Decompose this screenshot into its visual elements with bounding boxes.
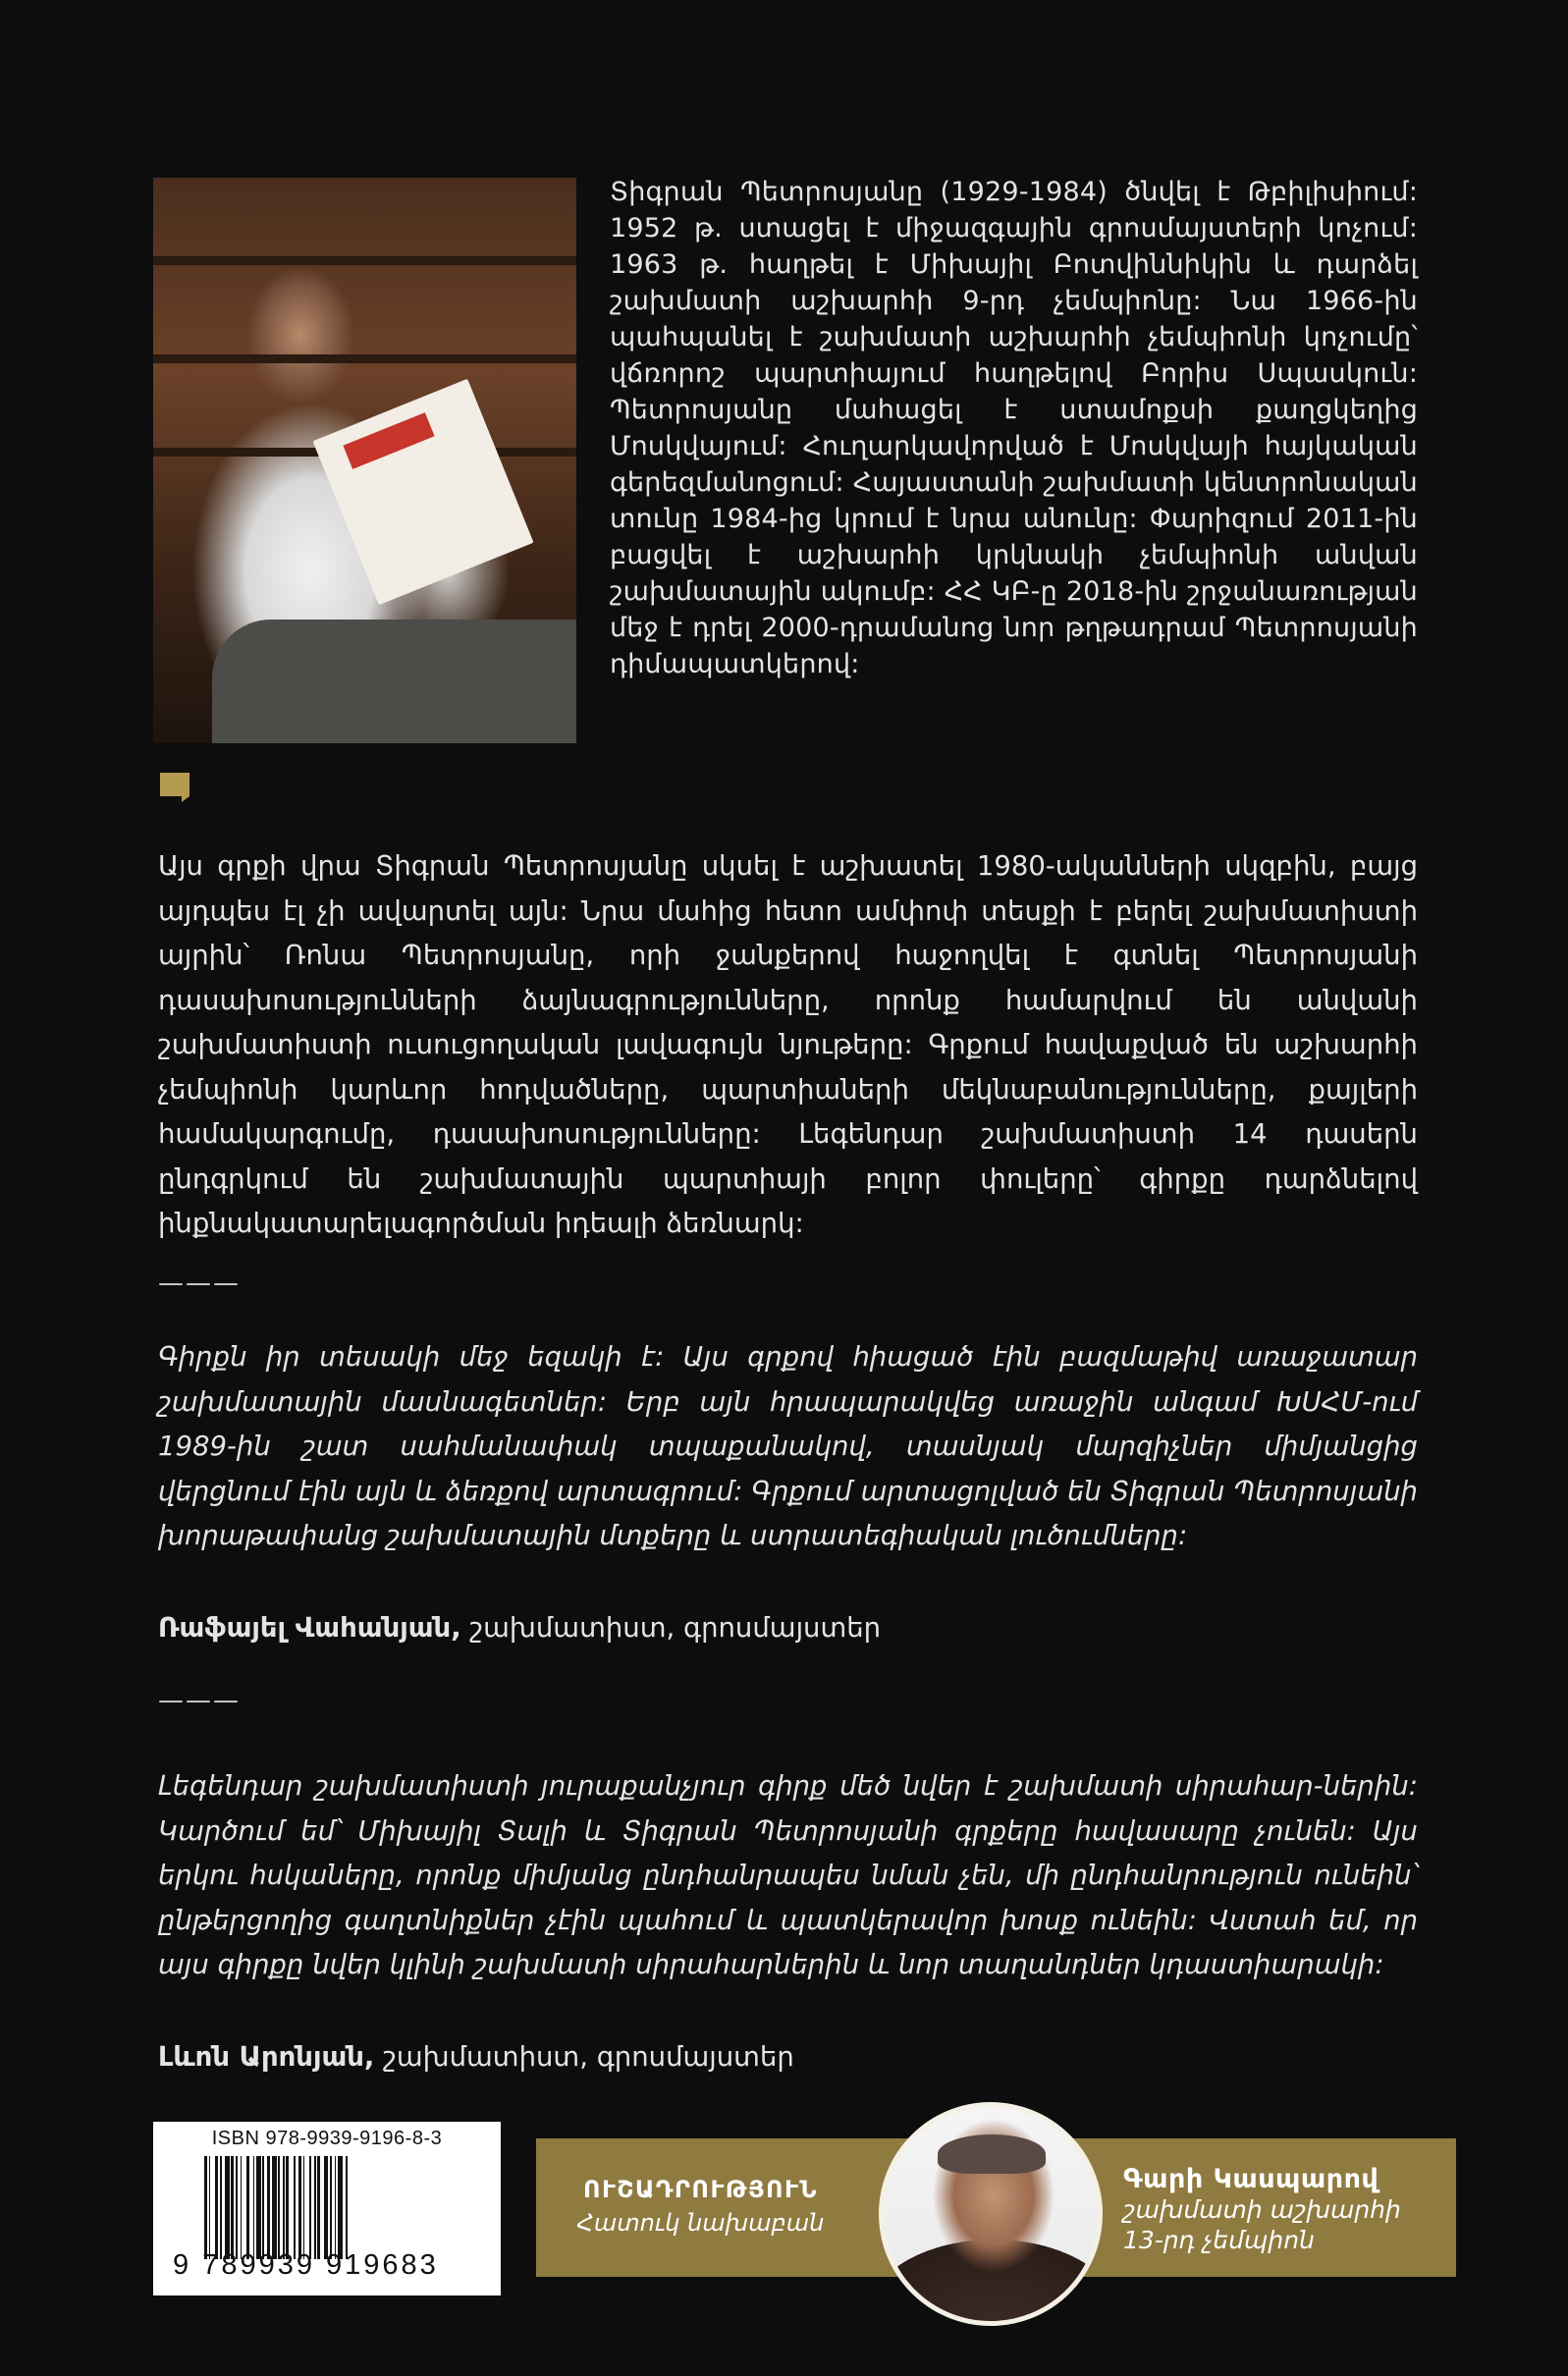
separator: ——— bbox=[158, 1269, 241, 1298]
barcode-bar bbox=[231, 2156, 234, 2259]
barcode-bar bbox=[286, 2156, 289, 2259]
barcode-bar bbox=[314, 2156, 316, 2259]
foreword-label bbox=[536, 2176, 865, 2237]
foreword-author bbox=[1123, 2164, 1447, 2255]
barcode-bar bbox=[294, 2156, 296, 2259]
barcode-bar bbox=[225, 2156, 230, 2259]
quote-vahanyan-attribution bbox=[158, 1606, 881, 1650]
barcode-bar bbox=[215, 2156, 218, 2259]
foreword-author-role-line1: շախմատի աշխարհի bbox=[1123, 2195, 1401, 2224]
quote-author: Լևոն Արոնյան, bbox=[158, 2041, 375, 2073]
barcode-bar bbox=[346, 2156, 348, 2259]
barcode-bar bbox=[298, 2156, 301, 2259]
author-photo bbox=[153, 178, 576, 743]
barcode-bar bbox=[330, 2156, 332, 2259]
barcode-bar bbox=[209, 2156, 211, 2259]
kasparov-portrait bbox=[879, 2102, 1103, 2326]
quote-aronian: Լեգենդար շախմատիստի յուրաքանչյուր գիրք մեծ նվեր է շախմատի սիրահար-ներին: Կարծում եմ՝ Միխայիլ Տալի և Տիգրան Պետրոսյանի գրքերը հավասարը չունեն: Այս երկու հսկաները, որոնք միմյանց ընդհանրապես նման չեն, մի ընդհանրություն ունեին՝ ընթերցողից գաղտնիքներ չէին պահում և պատկերավոր խոսք ունեին: Վստահ եմ, որ այս գիրքը նվեր կլինի շախմատի սիրահարներին և նոր տաղանդներ կդաստիարակի: bbox=[158, 1770, 1418, 1980]
quote-author-role: շախմատիստ, գրոսմայստեր bbox=[460, 1612, 882, 1644]
quote-vahanyan: Գիրքն իր տեսակի մեջ եզակի է: Այս գրքով հիացած էին բազմաթիվ առաջատար շախմատային մասնագետներ: Երբ այն հրապարակվեց առաջին անգամ ԽՍՀՄ-ում 1989-ին շատ սահմանափակ տպաքանակով, տասնյակ մարզիչներ միմյանցից վերցնում էին այն և ձեռքով արտագրում: Գրքում արտացոլված են Տիգրան Պետրոսյանի խորաթափանց շախմատային մտքերը և ստրատեգիական լուծումները: bbox=[158, 1341, 1418, 1551]
quote-author: Ռաֆայել Վահանյան, bbox=[158, 1612, 461, 1644]
barcode-bar bbox=[262, 2156, 264, 2259]
barcode-bar bbox=[236, 2156, 238, 2259]
barcode-bar bbox=[278, 2156, 280, 2259]
barcode-bar bbox=[309, 2156, 311, 2259]
barcode-bar bbox=[335, 2156, 337, 2259]
foreword-author-role-line2: 13-րդ չեմպիոն bbox=[1123, 2226, 1315, 2254]
barcode-bar bbox=[241, 2156, 243, 2259]
quote-author-role: շախմատիստ, գրոսմայստեր bbox=[374, 2041, 794, 2073]
barcode-bars bbox=[204, 2156, 450, 2259]
barcode-bar bbox=[267, 2156, 270, 2259]
barcode-bar bbox=[253, 2156, 255, 2259]
separator: ——— bbox=[158, 1686, 241, 1715]
author-biography: Տիգրան Պետրոսյանը (1929-1984) ծնվել է Թբիլիսիում: 1952 թ. ստացել է միջազգային գրոսմայստերի կոչում: 1963 թ. հաղթել է Միխայիլ Բոտվիննիկին և դարձել շախմատի աշխարհի 9-րդ չեմպիոնը: Նա 1966-ին պահպանել է շախմատի աշխարհի չեմպիոնի կոչումը՝ վճռորոշ պարտիայում հաղթելով Բորիս Սպասկուն: Պետրոսյանը մահացել է ստամոքսի քաղցկեղից Մոսկվայում: Հուղարկավորված է Մոսկվայի հայկական գերեզմանոցում: Հայաստանի շախմատի կենտրոնական տունը 1984-ից կրում է նրա անունը: Փարիզում 2011-ին բացվել է աշխարհի կրկնակի չեմպիոնի անվան շախմատային ակումբ: ՀՀ ԿԲ-ը 2018-ին շրջանառության մեջ է դրել 2000-դրամանոց նոր թղթադրամ Պետրոսյանի դիմապատկերով: bbox=[610, 177, 1418, 679]
isbn-barcode bbox=[153, 2122, 501, 2295]
quote-aronian-attribution bbox=[158, 2035, 794, 2079]
isbn-number: ISBN 978-9939-9196-8-3 bbox=[211, 2128, 443, 2149]
barcode-bar bbox=[256, 2156, 261, 2259]
barcode-bar bbox=[338, 2156, 343, 2259]
barcode-bar bbox=[283, 2156, 285, 2259]
barcode-bar bbox=[220, 2156, 222, 2259]
book-description: Այս գրքի վրա Տիգրան Պետրոսյանը սկսել է աշխատել 1980-ականների սկզբին, բայց այդպես էլ չի ավարտել այն: Նրա մահից հետո ամփոփ տեսքի է բերել շախմատիստի այրին՝ Ռոնա Պետրոսյանը, որի ջանքերով հաջողվել է գտնել Պետրոսյանի դասախոսությունների ձայնագրությունները, որոնք համարվում են անվանի շախմատիստի ուսուցողական լավագույն նյութերը: Գրքում հավաքված են աշխարհի չեմպիոնի կարևոր հոդվածները, պարտիաների մեկնաբանությունները, քայլերի համակարգումը, դասախոսությունները: Լեգենդար շախմատիստի 14 դասերն ընդգրկում են շախմատային պարտիայի բոլոր փուլերը՝ գիրքը դարձնելով ինքնակատարելագործման իդեալի ձեռնարկ: bbox=[158, 850, 1418, 1239]
barcode-bar bbox=[303, 2156, 305, 2259]
barcode-bar bbox=[272, 2156, 277, 2259]
foreword-title: ՈՒՇԱԴՐՈՒԹՅՈՒՆ bbox=[582, 2176, 819, 2203]
barcode-bar bbox=[204, 2156, 207, 2259]
foreword-subtitle: Հատուկ նախաբան bbox=[576, 2209, 825, 2237]
barcode-bar bbox=[317, 2156, 320, 2259]
barcode-bar bbox=[246, 2156, 249, 2259]
ean-number: 9 789939 919683 bbox=[173, 2249, 439, 2281]
foreword-author-name: Գարի Կասպարով bbox=[1123, 2164, 1379, 2194]
speech-bubble-icon bbox=[158, 771, 191, 804]
barcode-bar bbox=[324, 2156, 329, 2259]
